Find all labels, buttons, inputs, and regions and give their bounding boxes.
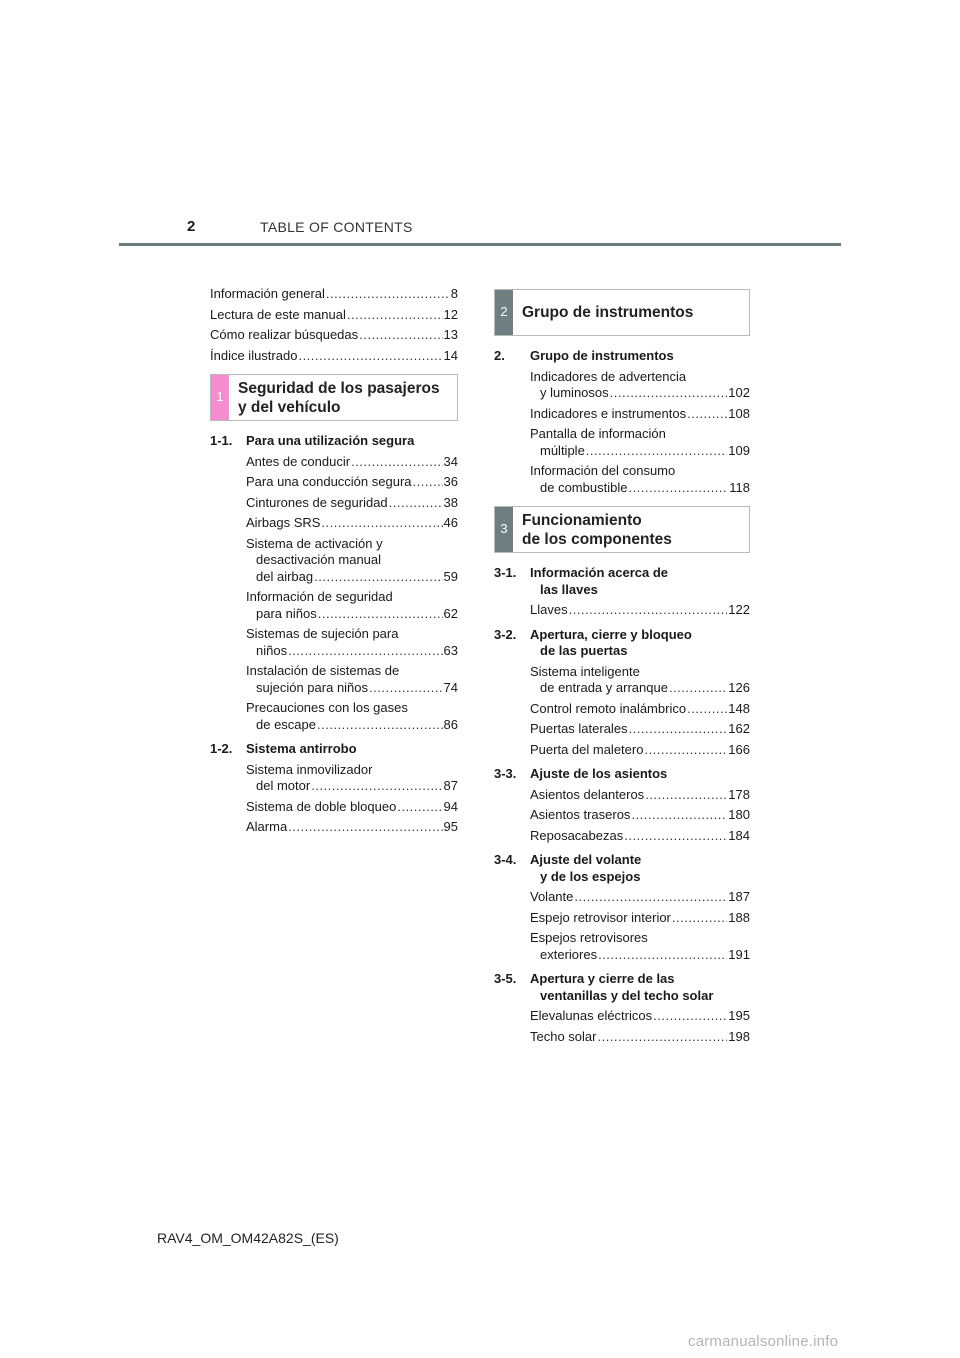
chapter-header[interactable] [210,374,458,421]
leader-dots [314,569,442,586]
toc-entry[interactable] [494,721,750,738]
toc-entry[interactable] [210,700,458,733]
toc-entry-text: Instalación de sistemas de [246,663,400,678]
leader-dots [672,910,727,927]
toc-entry-last-line [246,680,458,697]
toc-entry-last-line [210,327,458,344]
toc-entry[interactable] [494,930,750,963]
section-number: 3-1. [494,565,517,580]
toc-entry-text: Información del consumo [530,463,676,478]
toc-entry[interactable] [494,787,750,804]
toc-entry-last-line [530,385,750,402]
section-title-line: Sistema antirrobo [246,741,357,756]
toc-entry-last-line [246,717,458,734]
page-ref: 178 [728,786,750,802]
page-ref: 126 [728,680,750,695]
toc-entry-last-line [530,787,750,804]
page-ref: 122 [728,602,750,617]
toc-entry-last-line [210,286,458,303]
toc-entry-text: desactivación manual [256,552,382,567]
toc-entry[interactable] [210,286,458,303]
page-ref: 191 [728,946,750,962]
toc-entry-last-line [530,889,750,906]
toc-entry-text: Sistema inmovilizador [246,761,373,777]
toc-entry[interactable] [210,515,458,532]
toc-entry[interactable] [210,663,458,696]
toc-entry-text: para niños [256,605,317,621]
toc-entry-text: Indicadores e instrumentos [530,405,687,421]
toc-column-right [494,289,750,1049]
page-ref: 74 [443,679,458,695]
page-header [0,216,960,246]
section-heading[interactable] [494,971,750,1004]
chapter-title-line: Funcionamiento [522,511,642,529]
toc-entry-text: Sistema inteligente [530,663,640,679]
section-title [530,766,667,783]
page-ref: 95 [443,819,458,834]
page-ref: 46 [443,515,458,530]
leader-dots [669,680,727,697]
toc-entry-text: Sistema de activación y [246,535,383,551]
toc-entry[interactable] [494,701,750,718]
section-heading[interactable] [494,348,750,365]
chapter-title [513,507,672,552]
chapter-tab: 2 [495,290,513,335]
page-ref: 8 [450,286,458,301]
leader-dots [610,385,728,402]
chapter-header[interactable] [494,289,750,336]
leader-dots [687,406,727,423]
section-number: 2. [494,348,505,363]
toc-entry[interactable] [210,474,458,491]
section-heading[interactable] [494,565,750,598]
toc-entry-text: Volante [530,889,574,904]
chapter-title-line: y del vehículo [238,398,341,416]
page-ref: 148 [728,700,750,716]
toc-entry-last-line [530,807,750,824]
leader-dots [389,495,443,512]
toc-entry-last-line [246,606,458,623]
toc-entry[interactable] [494,602,750,619]
leader-dots [326,286,450,303]
leader-dots [351,454,442,471]
page-ref: 12 [443,306,458,322]
leader-dots [598,947,727,964]
toc-entry-text: Airbags SRS [246,515,321,530]
toc-entry-text: exteriores [540,946,598,962]
toc-entry-text: del motor [256,778,311,793]
section-number: 1-2. [210,741,233,756]
toc-entry-text: Precauciones con los gases [246,700,408,715]
toc-entry-text: múltiple [540,442,585,458]
leader-dots [288,643,442,660]
section-title-line: Grupo de instrumentos [530,348,674,363]
page-ref: 62 [443,605,458,621]
toc-entry-text: Asientos traseros [530,807,631,822]
section-number: 3-3. [494,766,517,781]
chapter-tab: 3 [495,507,513,552]
toc-entry-text: Puertas laterales [530,721,628,736]
watermark: carmanualsonline.info [688,1333,839,1350]
leader-dots [653,1008,727,1025]
section-title [530,971,713,1004]
toc-column-left [210,286,458,840]
page-ref: 118 [729,479,750,495]
running-title: TABLE OF CONTENTS [260,219,413,235]
leader-dots [574,889,727,906]
footer-code: RAV4_OM_OM42A82S_(ES) [157,1230,339,1246]
leader-dots [624,828,727,845]
page-ref: 195 [728,1008,750,1023]
chapter-title [513,290,693,335]
toc-entry-text: Reposacabezas [530,827,624,843]
toc-entry[interactable] [210,626,458,659]
toc-entry[interactable] [494,742,750,759]
toc-entry-text: Espejos retrovisores [530,930,648,945]
toc-entry-text: Control remoto inalámbrico [530,700,687,716]
toc-entry[interactable] [494,426,750,459]
toc-entry-last-line [530,828,750,845]
section-title-line: las llaves [540,581,598,597]
toc-entry[interactable] [494,910,750,927]
toc-entry[interactable] [494,889,750,906]
toc-entry[interactable] [494,463,750,496]
section-heading[interactable] [494,852,750,885]
toc-entry-text: de entrada y arranque [540,680,668,695]
toc-entry-last-line [530,680,750,697]
leader-dots [317,717,443,734]
toc-entry[interactable] [210,307,458,324]
toc-entry-text: Cinturones de seguridad [246,494,388,510]
leader-dots [597,1029,727,1046]
page-number: 2 [187,218,196,235]
page-ref: 180 [728,807,750,822]
toc-entry-last-line [246,454,458,471]
toc-entry-last-line [246,643,458,660]
section-title-line: Para una utilización segura [246,433,415,448]
page-ref: 59 [443,568,458,584]
leader-dots [645,787,727,804]
leader-dots [321,515,442,532]
page-ref: 94 [443,798,458,814]
section-title-line: Apertura y cierre de las [530,971,675,986]
section-title-line: y de los espejos [540,868,641,884]
section-heading[interactable] [210,433,458,450]
section-title [530,348,674,365]
section-heading[interactable] [210,741,458,758]
section-title-line: de las puertas [540,643,628,658]
page-ref: 102 [728,385,750,400]
chapter-title [229,375,440,420]
toc-entry-text: Para una conducción segura [246,474,412,489]
leader-dots [631,807,727,824]
toc-entry[interactable] [494,828,750,845]
section-number: 1-1. [210,433,233,448]
page-ref: 166 [728,741,750,757]
section-title [530,565,668,598]
toc-entry[interactable] [210,589,458,622]
toc-entry-text: Espejo retrovisor interior [530,909,671,925]
toc-entry-last-line [530,947,750,964]
toc-entry[interactable] [494,369,750,402]
leader-dots [629,721,728,738]
chapter-title-line: Seguridad de los pasajeros [238,379,440,397]
toc-entry-text: Asientos delanteros [530,786,645,802]
toc-entry-text: Antes de conducir [246,453,351,469]
leader-dots [318,606,443,623]
leader-dots [288,819,442,836]
toc-entry-text: Alarma [246,819,288,834]
section-title-line: Apertura, cierre y bloqueo [530,626,692,642]
page-ref: 162 [728,721,750,736]
toc-entry-text: Puerta del maletero [530,741,644,757]
toc-entry[interactable] [494,406,750,423]
toc-entry-last-line [246,799,458,816]
toc-entry-text: Elevalunas eléctricos [530,1008,653,1023]
toc-entry[interactable] [210,495,458,512]
page-ref: 187 [728,889,750,904]
toc-entry[interactable] [494,807,750,824]
toc-entry[interactable] [210,536,458,586]
page-ref: 36 [443,474,458,489]
toc-entry-last-line [530,406,750,423]
toc-entry-last-line [530,480,750,497]
section-title [530,627,692,660]
section-heading[interactable] [494,766,750,783]
page-ref: 34 [443,453,458,469]
toc-entry-last-line [530,742,750,759]
toc-entry[interactable] [494,664,750,697]
toc-entry-text: de escape [256,716,316,732]
leader-dots [347,307,443,324]
chapter-title-line: Grupo de instrumentos [522,304,694,321]
toc-entry-text: Lectura de este manual [210,306,346,322]
toc-entry[interactable] [210,799,458,816]
toc-entry-text: Cómo realizar búsquedas [210,327,359,342]
leader-dots [298,348,442,365]
section-number: 3-4. [494,852,517,867]
header-rule [119,243,841,246]
section-heading[interactable] [494,627,750,660]
page-ref: 188 [728,909,750,925]
section-title-line: Ajuste de los asientos [530,766,668,781]
toc-entry-text: Sistemas de sujeción para [246,626,399,641]
leader-dots [687,701,727,718]
toc-entry-last-line [246,819,458,836]
toc-entry-last-line [530,1029,750,1046]
page-ref: 63 [443,642,458,658]
toc-entry-last-line [246,569,458,586]
toc-entry-last-line [210,307,458,324]
section-number: 3-2. [494,626,517,642]
toc-entry-text: del airbag [256,568,314,584]
toc-entry[interactable] [494,1008,750,1025]
toc-entry[interactable] [494,1029,750,1046]
toc-entry-last-line [530,602,750,619]
toc-entry-last-line [246,474,458,491]
section-title [246,741,357,758]
toc-entry-text: Índice ilustrado [210,347,298,363]
toc-entry-text: Indicadores de advertencia [530,368,687,384]
page-ref: 109 [728,442,750,458]
toc-entry-last-line [530,1008,750,1025]
toc-entry[interactable] [210,348,458,365]
toc-entry[interactable] [210,819,458,836]
toc-entry-text: Información de seguridad [246,589,393,604]
page-ref: 108 [728,405,750,421]
leader-dots [359,327,442,344]
section-number: 3-5. [494,971,517,986]
section-title-line: ventanillas y del techo solar [540,987,714,1003]
toc-entry[interactable] [210,327,458,344]
page-ref: 184 [728,827,750,843]
toc-entry-text: Sistema de doble bloqueo [246,798,397,814]
page-ref: 14 [443,347,458,363]
section-title-line: Información acerca de [530,565,668,580]
chapter-title-line: de los componentes [522,530,672,548]
leader-dots [644,742,727,759]
leader-dots [369,680,443,697]
leader-dots [413,474,443,491]
section-title [246,433,414,450]
toc-entry-text: niños [256,642,288,658]
toc-entry-last-line [246,515,458,532]
chapter-tab: 1 [211,375,229,420]
toc-entry-last-line [210,348,458,365]
leader-dots [569,602,728,619]
leader-dots [628,480,728,497]
chapter-header[interactable] [494,506,750,553]
toc-entry-last-line [530,721,750,738]
toc-entry-text: y luminosos [540,385,609,400]
page-ref: 38 [443,494,458,510]
toc-entry[interactable] [210,454,458,471]
toc-entry-text: Llaves [530,602,568,617]
page-ref: 198 [728,1028,750,1044]
toc-entry-last-line [530,701,750,718]
section-title [530,852,641,885]
toc-entry-last-line [246,495,458,512]
toc-entry-text: sujeción para niños [256,679,369,695]
toc-entry[interactable] [210,762,458,795]
toc-entry-last-line [530,910,750,927]
page-ref: 86 [443,716,458,732]
toc-entry-last-line [530,443,750,460]
leader-dots [397,799,442,816]
toc-entry-text: Información general [210,286,325,301]
page-ref: 13 [443,327,458,342]
toc-entry-text: Pantalla de información [530,426,666,441]
leader-dots [586,443,728,460]
toc-entry-text: Techo solar [530,1028,597,1044]
toc-entry-last-line [246,778,458,795]
leader-dots [311,778,442,795]
toc-entry-text: de combustible [540,479,628,495]
section-title-line: Ajuste del volante [530,852,642,867]
page-ref: 87 [443,778,458,793]
